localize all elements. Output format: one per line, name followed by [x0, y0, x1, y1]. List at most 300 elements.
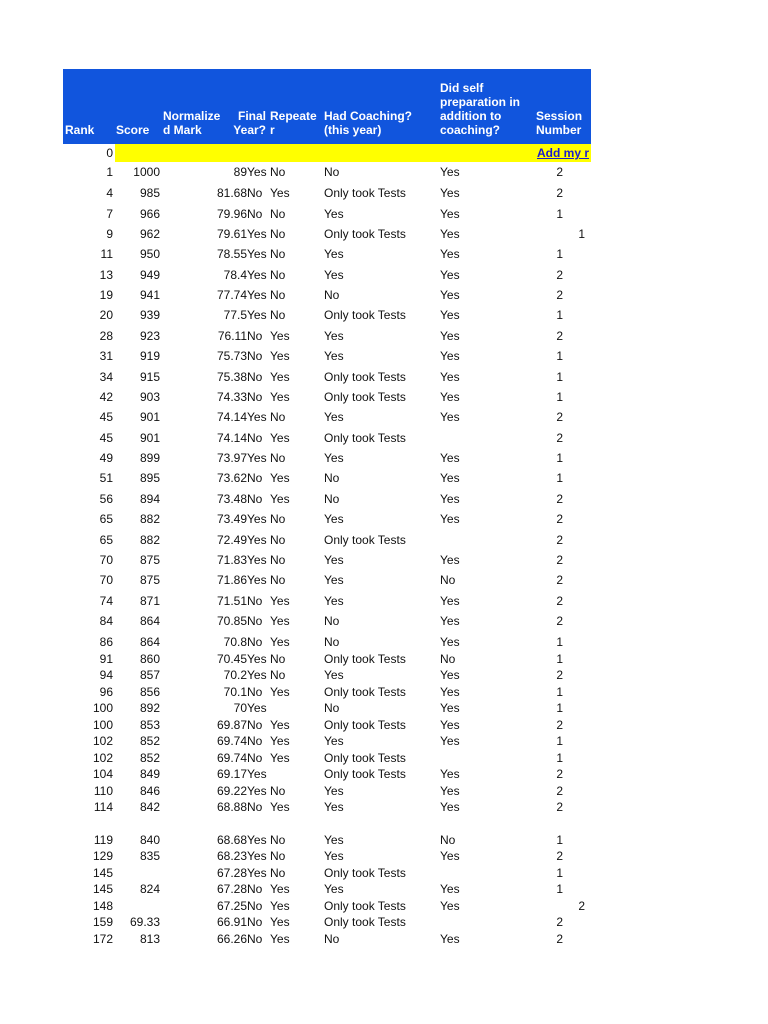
cell-session-number: 2: [556, 492, 563, 506]
cell-final-year: No: [247, 594, 263, 608]
cell-final-year: No: [247, 614, 263, 628]
cell-had-coaching: No: [324, 614, 340, 628]
cell-normalized-mark: 73.62: [216, 471, 247, 485]
cell-self-preparation: No: [440, 652, 456, 666]
cell-final-year: Yes: [247, 784, 267, 798]
cell-final-year: No: [247, 207, 263, 221]
cell-normalized-mark: 70.2: [223, 668, 247, 682]
cell-repeater: Yes: [270, 734, 290, 748]
table-row: [63, 267, 591, 283]
cell-normalized-mark: 66.91: [216, 915, 247, 929]
header-final-year: Final Year?: [233, 109, 266, 137]
cell-self-preparation: Yes: [440, 932, 460, 946]
cell-score: 901: [139, 410, 160, 424]
cell-repeater: No: [270, 833, 286, 847]
cell-had-coaching: Only took Tests: [324, 899, 406, 913]
cell-repeater: No: [270, 247, 286, 261]
cell-normalized-mark: 78.4: [223, 268, 247, 282]
cell-session-number: 2: [556, 431, 563, 445]
cell-normalized-mark: 71.86: [216, 573, 247, 587]
table-row: [63, 766, 591, 782]
table-row: [63, 287, 591, 303]
cell-session-number: 2: [556, 932, 563, 946]
header-rank: Rank: [65, 123, 95, 137]
cell-self-preparation: Yes: [440, 685, 460, 699]
cell-rank: 65: [99, 512, 113, 526]
cell-final-year: No: [247, 685, 263, 699]
cell-rank: 84: [99, 614, 113, 628]
cell-session-number: 2: [556, 329, 563, 343]
cell-final-year: No: [247, 751, 263, 765]
header-had-coaching: Had Coaching? (this year): [324, 109, 413, 137]
cell-had-coaching: Only took Tests: [324, 751, 406, 765]
cell-final-year: No: [247, 932, 263, 946]
cell-had-coaching: Yes: [324, 207, 344, 221]
cell-self-preparation: Yes: [440, 390, 460, 404]
table-row: [63, 389, 591, 405]
table-row: [63, 328, 591, 344]
cell-repeater: Yes: [270, 635, 290, 649]
cell-final-year: No: [247, 390, 263, 404]
cell-self-preparation: Yes: [440, 512, 460, 526]
cell-session-number: 2: [556, 800, 563, 814]
cell-final-year: No: [247, 734, 263, 748]
cell-had-coaching: No: [324, 492, 340, 506]
table-row: [63, 684, 591, 700]
cell-score: 856: [139, 685, 160, 699]
cell-score: 949: [139, 268, 160, 282]
cell-final-year: No: [247, 718, 263, 732]
cell-had-coaching: Yes: [324, 800, 344, 814]
cell-normalized-mark: 69.22: [216, 784, 247, 798]
cell-repeater: No: [270, 308, 286, 322]
cell-self-preparation: Yes: [440, 553, 460, 567]
cell-score: 962: [139, 227, 160, 241]
cell-rank: 119: [93, 833, 113, 847]
cell-had-coaching: Yes: [324, 833, 344, 847]
cell-normalized-mark: 79.96: [216, 207, 247, 221]
cell-repeater: Yes: [270, 614, 290, 628]
cell-session-number: 2: [556, 784, 563, 798]
cell-self-preparation: Yes: [440, 594, 460, 608]
cell-had-coaching: Yes: [324, 553, 344, 567]
cell-score: 824: [139, 882, 160, 896]
cell-self-preparation: Yes: [440, 451, 460, 465]
cell-had-coaching: Only took Tests: [324, 186, 406, 200]
cell-session-number: 1: [556, 751, 563, 765]
cell-had-coaching: Only took Tests: [324, 533, 406, 547]
cell-rank: 145: [92, 866, 113, 880]
cell-had-coaching: Yes: [324, 784, 344, 798]
cell-final-year: No: [247, 899, 263, 913]
cell-normalized-mark: 74.14: [216, 431, 247, 445]
table-row: [63, 307, 591, 323]
cell-score: 860: [139, 652, 160, 666]
cell-score: 923: [139, 329, 160, 343]
cell-normalized-mark: 70.85: [216, 614, 247, 628]
cell-normalized-mark: 67.28: [216, 882, 247, 896]
cell-final-year: No: [247, 349, 263, 363]
cell-final-year: Yes: [247, 767, 267, 781]
table-row: [63, 634, 591, 650]
cell-normalized-mark: 69.74: [216, 734, 247, 748]
cell-had-coaching: Only took Tests: [324, 718, 406, 732]
table-row: [63, 348, 591, 364]
cell-repeater: No: [270, 533, 286, 547]
cell-score: 849: [139, 767, 160, 781]
cell-had-coaching: Yes: [324, 512, 344, 526]
cell-self-preparation: Yes: [440, 614, 460, 628]
cell-repeater: No: [270, 207, 286, 221]
cell-repeater: No: [270, 451, 286, 465]
cell-session-number: 2: [578, 899, 585, 913]
cell-final-year: Yes: [247, 866, 267, 880]
cell-score: 939: [139, 308, 160, 322]
cell-self-preparation: No: [440, 573, 456, 587]
cell-score: 901: [139, 431, 160, 445]
cell-session-number: 1: [556, 390, 563, 404]
cell-normalized-mark: 72.49: [216, 533, 247, 547]
cell-score: 1000: [133, 165, 160, 179]
cell-self-preparation: Yes: [440, 349, 460, 363]
cell-final-year: No: [247, 915, 263, 929]
cell-rank: 49: [99, 451, 113, 465]
cell-session-number: 1: [556, 471, 563, 485]
table-row: [63, 164, 591, 180]
cell-had-coaching: Only took Tests: [324, 866, 406, 880]
cell-session-number: 2: [556, 186, 563, 200]
cell-session-number: 2: [556, 849, 563, 863]
cell-score: 864: [139, 635, 160, 649]
cell-had-coaching: No: [324, 701, 340, 715]
cell-session-number: 2: [556, 410, 563, 424]
cell-rank: 100: [92, 701, 113, 715]
cell-rank: 129: [92, 849, 113, 863]
cell-repeater: No: [270, 553, 286, 567]
cell-self-preparation: Yes: [440, 701, 460, 715]
cell-session-number: 2: [556, 573, 563, 587]
cell-normalized-mark: 69.74: [216, 751, 247, 765]
cell-had-coaching: No: [324, 932, 340, 946]
cell-rank: 9: [106, 227, 113, 241]
cell-normalized-mark: 81.68: [216, 186, 247, 200]
cell-normalized-mark: 73.48: [216, 492, 247, 506]
cell-rank: 28: [99, 329, 113, 343]
table-row: [63, 246, 591, 262]
cell-score: 882: [139, 512, 160, 526]
table-row: [63, 613, 591, 629]
cell-self-preparation: Yes: [440, 635, 460, 649]
cell-session-number: 1: [556, 882, 563, 896]
cell-rank: 11: [100, 247, 113, 261]
cell-score: 894: [139, 492, 160, 506]
cell-rank: 34: [99, 370, 113, 384]
cell-session-number: 2: [556, 533, 563, 547]
cell-rank: 172: [92, 932, 113, 946]
header-session-number: Session Number: [536, 109, 583, 137]
cell-score: 842: [139, 800, 160, 814]
cell-session-number: 2: [556, 288, 563, 302]
cell-session-number: 1: [578, 227, 585, 241]
cell-repeater: Yes: [270, 594, 290, 608]
cell-repeater: Yes: [270, 899, 290, 913]
spreadsheet: [63, 69, 591, 949]
table-row: [63, 914, 591, 930]
table-row: [63, 226, 591, 242]
cell-had-coaching: Yes: [324, 329, 344, 343]
cell-final-year: No: [247, 186, 263, 200]
table-row: [63, 409, 591, 425]
cell-session-number: 2: [556, 165, 563, 179]
table-row: [63, 491, 591, 507]
table-row: [63, 783, 591, 799]
cell-normalized-mark: 76.11: [217, 329, 247, 343]
cell-score: 853: [139, 718, 160, 732]
cell-repeater: Yes: [270, 882, 290, 896]
header-normalized-mark: Normalize d Mark: [163, 109, 221, 137]
cell-repeater: No: [270, 849, 286, 863]
cell-self-preparation: Yes: [440, 288, 460, 302]
cell-rank: 159: [92, 915, 113, 929]
cell-session-number: 1: [556, 370, 563, 384]
cell-score: 919: [139, 349, 160, 363]
cell-had-coaching: Yes: [324, 849, 344, 863]
cell-final-year: No: [247, 800, 263, 814]
cell-repeater: Yes: [270, 186, 290, 200]
cell-rank: 42: [99, 390, 113, 404]
cell-repeater: No: [270, 784, 286, 798]
cell-rank: 51: [99, 471, 113, 485]
table-row: [63, 450, 591, 466]
table-row: [63, 430, 591, 446]
cell-self-preparation: Yes: [440, 247, 460, 261]
cell-final-year: Yes: [247, 165, 267, 179]
cell-score: 846: [139, 784, 160, 798]
cell-self-preparation: Yes: [440, 784, 460, 798]
cell-session-number: 1: [556, 451, 563, 465]
table-row: [63, 881, 591, 897]
table-row: [63, 651, 591, 667]
cell-self-preparation: Yes: [440, 800, 460, 814]
cell-rank: 110: [93, 784, 113, 798]
cell-self-preparation: Yes: [440, 734, 460, 748]
table-row: [63, 470, 591, 486]
cell-repeater: Yes: [270, 471, 290, 485]
cell-session-number: 1: [556, 734, 563, 748]
cell-repeater: Yes: [270, 800, 290, 814]
cell-self-preparation: Yes: [440, 370, 460, 384]
cell-self-preparation: Yes: [440, 718, 460, 732]
cell-rank: 74: [99, 594, 113, 608]
cell-normalized-mark: 67.25: [216, 899, 247, 913]
cell-had-coaching: Only took Tests: [324, 767, 406, 781]
cell-normalized-mark: 70.1: [223, 685, 247, 699]
table-row: [63, 816, 591, 832]
cell-final-year: No: [247, 431, 263, 445]
cell-session-number: 2: [556, 614, 563, 628]
cell-repeater: Yes: [270, 431, 290, 445]
cell-score: 966: [139, 207, 160, 221]
cell-rank: 102: [92, 751, 113, 765]
cell-rank: 7: [106, 207, 113, 221]
cell-session-number: 2: [556, 668, 563, 682]
cell-normalized-mark: 79.61: [216, 227, 247, 241]
cell-repeater: No: [270, 866, 286, 880]
cell-session-number: 2: [556, 512, 563, 526]
cell-score: 871: [139, 594, 160, 608]
cell-rank: 148: [92, 899, 113, 913]
cell-score: 852: [139, 734, 160, 748]
cell-normalized-mark: 70: [233, 701, 247, 715]
cell-had-coaching: Yes: [324, 734, 344, 748]
cell-repeater: Yes: [270, 685, 290, 699]
cell-rank: 70: [99, 553, 113, 567]
cell-final-year: Yes: [247, 308, 267, 322]
cell-final-year: Yes: [247, 227, 267, 241]
cell-score: 852: [139, 751, 160, 765]
cell-self-preparation: Yes: [440, 882, 460, 896]
cell-normalized-mark: 74.14: [216, 410, 247, 424]
cell-repeater: Yes: [270, 718, 290, 732]
cell-rank: 56: [99, 492, 113, 506]
cell-rank: 65: [99, 533, 113, 547]
cell-normalized-mark: 68.23: [216, 849, 247, 863]
header-repeater: Repeate r: [270, 109, 317, 137]
cell-final-year: Yes: [247, 701, 267, 715]
cell-had-coaching: No: [324, 635, 340, 649]
cell-normalized-mark: 78.55: [216, 247, 247, 261]
cell-final-year: Yes: [247, 512, 267, 526]
cell-self-preparation: Yes: [440, 849, 460, 863]
cell-self-preparation: Yes: [440, 207, 460, 221]
cell-session-number: 1: [556, 247, 563, 261]
cell-rank: 45: [99, 410, 113, 424]
cell-session-number: 1: [556, 349, 563, 363]
cell-score: 895: [139, 471, 160, 485]
cell-normalized-mark: 89: [233, 165, 247, 179]
cell-rank: 13: [99, 268, 113, 282]
cell-final-year: Yes: [247, 410, 267, 424]
cell-had-coaching: No: [324, 165, 340, 179]
cell-score: 840: [139, 833, 160, 847]
table-row: [63, 832, 591, 848]
add-my-record-link[interactable]: Add my r: [537, 146, 590, 160]
cell-session-number: 2: [556, 915, 563, 929]
cell-repeater: No: [270, 288, 286, 302]
cell-final-year: No: [247, 492, 263, 506]
cell-self-preparation: Yes: [440, 329, 460, 343]
cell-rank: 19: [99, 288, 113, 302]
cell-score: 875: [139, 553, 160, 567]
table-row: [63, 369, 591, 385]
cell-final-year: Yes: [247, 288, 267, 302]
cell-final-year: No: [247, 635, 263, 649]
cell-rank: 1: [106, 165, 113, 179]
table-row: [63, 667, 591, 683]
cell-session-number: 1: [556, 635, 563, 649]
cell-had-coaching: Yes: [324, 594, 344, 608]
cell-normalized-mark: 68.68: [216, 833, 247, 847]
cell-had-coaching: No: [324, 288, 340, 302]
cell-session-number: 1: [556, 833, 563, 847]
cell-rank: 86: [99, 635, 113, 649]
cell-score: 915: [139, 370, 160, 384]
cell-session-number: 2: [556, 553, 563, 567]
cell-session-number: 2: [556, 718, 563, 732]
cell-session-number: 1: [556, 701, 563, 715]
cell-had-coaching: Only took Tests: [324, 431, 406, 445]
cell-session-number: 2: [556, 268, 563, 282]
cell-final-year: Yes: [247, 668, 267, 682]
cell-normalized-mark: 70.45: [216, 652, 247, 666]
cell-repeater: No: [270, 165, 286, 179]
cell-had-coaching: Only took Tests: [324, 370, 406, 384]
cell-normalized-mark: 77.5: [223, 308, 247, 322]
table-row: [63, 572, 591, 588]
cell-score: 985: [139, 186, 160, 200]
cell-rank: 91: [99, 652, 113, 666]
cell-rank: 20: [99, 308, 113, 322]
table-row: [63, 511, 591, 527]
cell-final-year: Yes: [247, 553, 267, 567]
cell-normalized-mark: 66.26: [216, 932, 247, 946]
cell-normalized-mark: 74.33: [216, 390, 247, 404]
cell-repeater: No: [270, 652, 286, 666]
table-row: [63, 532, 591, 548]
cell-repeater: Yes: [270, 751, 290, 765]
table-row: [63, 593, 591, 609]
cell-self-preparation: Yes: [440, 165, 460, 179]
table-row: [63, 848, 591, 864]
cell-had-coaching: Only took Tests: [324, 308, 406, 322]
cell-had-coaching: Yes: [324, 573, 344, 587]
cell-rank: 100: [92, 718, 113, 732]
table-row: [63, 185, 591, 201]
cell-normalized-mark: 67.28: [216, 866, 247, 880]
cell-session-number: 1: [556, 866, 563, 880]
cell-self-preparation: Yes: [440, 227, 460, 241]
cell-repeater: Yes: [270, 390, 290, 404]
cell-had-coaching: Only took Tests: [324, 652, 406, 666]
cell-rank: 94: [99, 668, 113, 682]
cell-final-year: Yes: [247, 268, 267, 282]
cell-normalized-mark: 71.83: [216, 553, 247, 567]
cell-had-coaching: Yes: [324, 268, 344, 282]
cell-self-preparation: Yes: [440, 308, 460, 322]
cell-had-coaching: Yes: [324, 247, 344, 261]
cell-rank: 104: [92, 767, 113, 781]
table-row: [63, 931, 591, 947]
header-row: [63, 69, 591, 144]
cell-had-coaching: Only took Tests: [324, 685, 406, 699]
cell-session-number: 1: [556, 308, 563, 322]
cell-had-coaching: Yes: [324, 668, 344, 682]
cell-normalized-mark: 71.51: [216, 594, 247, 608]
cell-repeater: No: [270, 227, 286, 241]
cell-normalized-mark: 69.87: [216, 718, 247, 732]
cell-normalized-mark: 75.38: [216, 370, 247, 384]
cell-session-number: 1: [556, 652, 563, 666]
cell-rank: 45: [99, 431, 113, 445]
cell-score: 882: [139, 533, 160, 547]
cell-repeater: No: [270, 410, 286, 424]
cell-session-number: 1: [556, 685, 563, 699]
cell-rank: 102: [92, 734, 113, 748]
table-row: [63, 700, 591, 716]
cell-repeater: Yes: [270, 349, 290, 363]
cell-final-year: Yes: [247, 451, 267, 465]
cell-self-preparation: Yes: [440, 410, 460, 424]
